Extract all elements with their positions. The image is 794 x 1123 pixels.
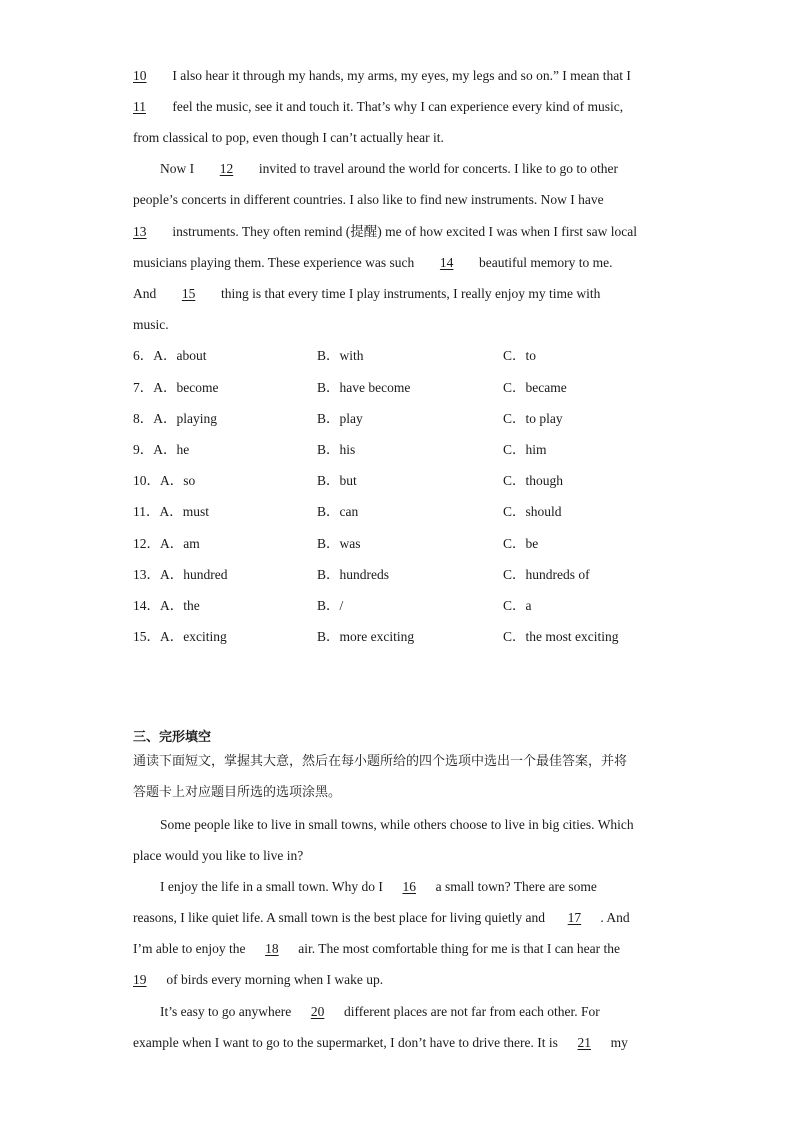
blank-10: 10 [133, 68, 147, 83]
option-b[interactable]: B．was [317, 536, 361, 551]
passage-line [160, 161, 660, 177]
passage-line: place would you like to live in? [133, 848, 304, 863]
passage-line: people’s concerts in different countries. I also like to find new instruments. Now I have [133, 192, 604, 207]
blank-15: 15 [181, 286, 196, 301]
option-c[interactable]: C．though [503, 473, 564, 488]
passage-text: feel the music, see it and touch it. That’s why I can experience every kind of music, [172, 99, 624, 114]
passage-line: from classical to pop, even though I can’t actually hear it. [133, 130, 444, 145]
passage-line [133, 224, 660, 240]
passage-line [133, 286, 660, 302]
question-number: 6． [133, 348, 154, 363]
passage-text: It’s easy to go anywhere [160, 1004, 292, 1019]
passage-text: And [133, 286, 157, 301]
option-a[interactable] [133, 629, 227, 645]
blank-19: 19 [133, 972, 147, 987]
option-a-text: A．he [153, 442, 190, 457]
option-c[interactable]: C．him [503, 442, 547, 457]
question-number: 8． [133, 411, 154, 426]
option-a-text: A．about [153, 348, 207, 363]
instructions-line: 答题卡上对应题目所选的选项涂黑。 [133, 785, 342, 800]
option-a-text: A．must [159, 504, 210, 519]
passage-text: beautiful memory to me. [479, 255, 613, 270]
instructions-line: 通读下面短文，掌握其大意，然后在每小题所给的四个选项中选出一个最佳答案，并将 [133, 754, 628, 769]
option-a[interactable] [133, 380, 218, 396]
passage-line [160, 1004, 660, 1020]
option-b[interactable]: B．can [317, 504, 359, 519]
passage-line: Some people like to live in small towns, while others choose to live in big cities. Which [160, 817, 634, 832]
passage-text: I enjoy the life in a small town. Why do I [160, 879, 383, 894]
passage-text: . And [600, 910, 630, 925]
blank-18: 18 [265, 941, 279, 956]
passage-line [133, 910, 660, 926]
option-c[interactable]: C．to [503, 348, 537, 363]
option-a-text: A．become [153, 380, 219, 395]
question-13 [133, 567, 693, 583]
option-c[interactable]: C．to play [503, 411, 563, 426]
option-a[interactable] [133, 442, 189, 458]
question-number: 11． [133, 504, 160, 519]
passage-text: of birds every morning when I wake up. [166, 972, 384, 987]
blank-13: 13 [133, 224, 147, 239]
passage-text: air. The most comfortable thing for me is that I can hear the [298, 941, 620, 956]
blank-14: 14 [439, 255, 454, 270]
option-a[interactable] [133, 411, 217, 427]
option-a-text: A．hundred [160, 567, 228, 582]
option-b[interactable]: B．his [317, 442, 356, 457]
option-b[interactable]: B．play [317, 411, 363, 426]
passage-text: my [610, 1035, 628, 1050]
option-a[interactable] [133, 598, 200, 614]
passage-text: invited to travel around the world for concerts. I like to go to other [258, 161, 619, 176]
option-a[interactable] [133, 536, 200, 552]
passage-text: thing is that every time I play instruments, I really enjoy my time with [221, 286, 601, 301]
blank-21: 21 [577, 1035, 591, 1050]
option-a-text: A．the [160, 598, 200, 613]
question-12 [133, 536, 693, 552]
question-7 [133, 380, 693, 396]
question-10 [133, 473, 693, 489]
option-c[interactable]: C．the most exciting [503, 629, 619, 644]
option-b[interactable]: B．hundreds [317, 567, 389, 582]
question-number: 13． [133, 567, 160, 582]
question-number: 14． [133, 598, 160, 613]
blank-12: 12 [219, 161, 234, 176]
passage-text: Now I [160, 161, 195, 176]
option-c[interactable]: C．became [503, 380, 567, 395]
passage-line [133, 68, 660, 84]
question-number: 12． [133, 536, 160, 551]
question-number: 9． [133, 442, 154, 457]
option-a[interactable] [133, 348, 207, 364]
option-b[interactable]: B．have become [317, 380, 411, 395]
passage-line [133, 972, 660, 988]
option-b[interactable]: B．but [317, 473, 357, 488]
passage-line: music. [133, 317, 169, 332]
passage-text: reasons, I like quiet life. A small town is the best place for living quietly and [133, 910, 546, 925]
option-c[interactable]: C．should [503, 504, 562, 519]
option-a-text: A．am [160, 536, 200, 551]
question-number: 15． [133, 629, 160, 644]
passage-text: example when I want to go to the supermarket, I don’t have to drive there. It is [133, 1035, 558, 1050]
blank-16: 16 [402, 879, 416, 894]
passage-text: a small town? There are some [435, 879, 597, 894]
option-b[interactable]: B．more exciting [317, 629, 415, 644]
question-8 [133, 411, 693, 427]
passage-line [133, 941, 660, 957]
question-14 [133, 598, 693, 614]
blank-11: 11 [133, 99, 146, 114]
option-c[interactable]: C．hundreds of [503, 567, 590, 582]
option-a[interactable] [133, 567, 228, 583]
question-6 [133, 348, 693, 364]
question-9 [133, 442, 693, 458]
option-a-text: A．so [160, 473, 196, 488]
passage-text: I also hear it through my hands, my arms, my eyes, my legs and so on.” I mean that I [172, 68, 631, 83]
option-b[interactable]: B．with [317, 348, 364, 363]
option-a-text: A．playing [153, 411, 217, 426]
option-b[interactable]: B．/ [317, 598, 344, 613]
question-number: 10． [133, 473, 160, 488]
passage-text: different places are not far from each other. For [343, 1004, 600, 1019]
passage-text: musicians playing them. These experience was such [133, 255, 415, 270]
option-c[interactable]: C．be [503, 536, 539, 551]
question-11 [133, 504, 693, 520]
option-a-text: A．exciting [160, 629, 227, 644]
passage-text: I’m able to enjoy the [133, 941, 246, 956]
passage-line [160, 879, 660, 895]
question-15 [133, 629, 693, 645]
passage-line [133, 255, 660, 271]
blank-20: 20 [310, 1004, 325, 1019]
option-a[interactable] [133, 504, 209, 520]
passage-line [133, 1035, 660, 1051]
blank-17: 17 [567, 910, 582, 925]
section-heading: 三、完形填空 [133, 730, 212, 745]
passage-line [133, 99, 660, 115]
passage-text: instruments. They often remind (提醒) me of how excited I was when I first saw local [172, 224, 638, 239]
question-number: 7． [133, 380, 154, 395]
option-a[interactable] [133, 473, 195, 489]
option-c[interactable]: C．a [503, 598, 532, 613]
